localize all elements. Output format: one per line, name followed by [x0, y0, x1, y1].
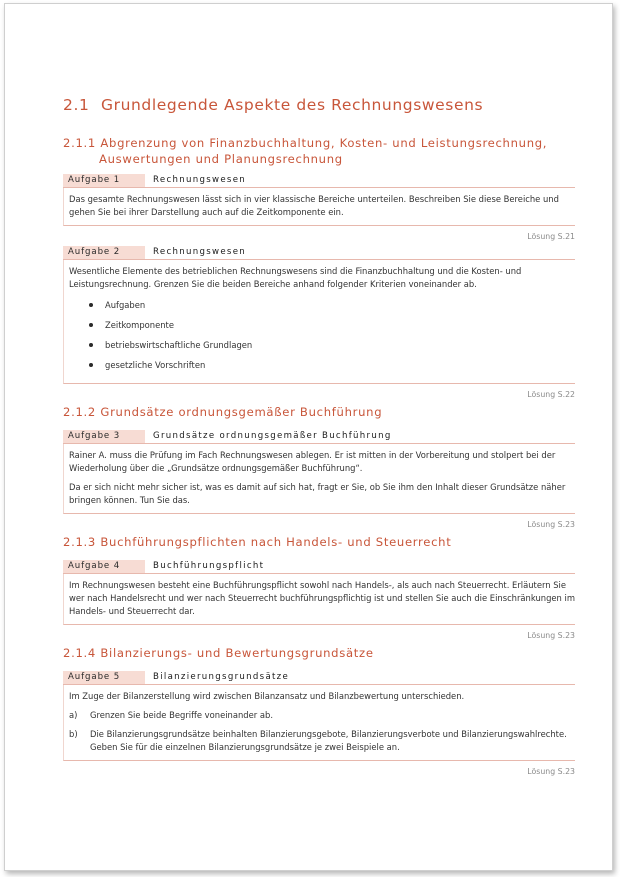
- list-item: gesetzliche Vorschriften: [89, 357, 575, 377]
- task-text: Wesentliche Elemente des betrieblichen Rechnungswesens sind die Finanzbuchhaltung und die Kosten- und Leistungsrechnung. Grenzen Sie die beiden Bereiche anhand folgender Kriterien voneinander ab.: [69, 266, 522, 289]
- task-text: Das gesamte Rechnungswesen lässt sich in vier klassische Bereiche unterteilen. Beschreiben Sie diese Bereiche und gehen Sie bei ihrer Darstellung auch auf die Zeitkomponente ein.: [69, 194, 559, 217]
- section-title: Abgrenzung von Finanzbuchhaltung, Kosten- und Leistungsrechnung,: [100, 136, 548, 150]
- task-header: [63, 246, 575, 260]
- section-number: 2.1.3: [63, 535, 96, 549]
- task-body: [63, 685, 575, 761]
- chapter-number: 2.1: [63, 96, 90, 114]
- task-text: Im Zuge der Bilanzerstellung wird zwischen Bilanzansatz und Bilanzbewertung unterschieden.: [69, 691, 465, 701]
- task-body: [63, 574, 575, 625]
- task-title: Buchführungspflicht: [153, 561, 265, 571]
- subtask-marker: a): [69, 710, 78, 720]
- subtask-item: [69, 709, 575, 722]
- criteria-list: [69, 297, 575, 377]
- task-header: [63, 430, 575, 444]
- section-number: 2.1.2: [63, 405, 96, 419]
- document-page: [4, 3, 613, 871]
- subtask-item: [69, 728, 575, 754]
- task-5: [63, 671, 575, 777]
- task-tag: Aufgabe 2: [63, 246, 145, 259]
- section-heading-2-1-1: [63, 135, 575, 167]
- solution-reference: Lösung S.23: [527, 767, 575, 776]
- task-1: [63, 174, 575, 242]
- page-content: [63, 96, 575, 781]
- chapter-heading: [63, 96, 575, 114]
- list-item: Aufgaben: [89, 297, 575, 317]
- task-2: [63, 246, 575, 400]
- section-heading-2-1-2: [63, 404, 575, 420]
- task-title: Bilanzierungsgrundsätze: [153, 672, 290, 682]
- task-header: [63, 671, 575, 685]
- list-item: Zeitkomponente: [89, 317, 575, 337]
- section-heading-2-1-3: [63, 534, 575, 550]
- chapter-title: Grundlegende Aspekte des Rechnungswesens: [100, 96, 484, 114]
- task-3: [63, 430, 575, 530]
- task-tag: Aufgabe 5: [63, 671, 145, 684]
- section-number: 2.1.1: [63, 136, 96, 150]
- section-heading-2-1-4: [63, 645, 575, 661]
- section-title: Buchführungspflichten nach Handels- und Steuerrecht: [100, 535, 452, 549]
- solution-reference: Lösung S.22: [527, 390, 575, 399]
- solution-reference: Lösung S.23: [527, 520, 575, 529]
- task-tag: Aufgabe 3: [63, 430, 145, 443]
- section-number: 2.1.4: [63, 646, 96, 660]
- solution-reference: Lösung S.23: [527, 631, 575, 640]
- task-tag: Aufgabe 1: [63, 174, 145, 187]
- task-tag: Aufgabe 4: [63, 560, 145, 573]
- solution-reference: Lösung S.21: [527, 232, 575, 241]
- list-item: betriebswirtschaftliche Grundlagen: [89, 337, 575, 357]
- task-header: [63, 560, 575, 574]
- task-4: [63, 560, 575, 641]
- task-text: Im Rechnungswesen besteht eine Buchführungspflicht sowohl nach Handels-, als auch nach Steuerrecht. Erläutern Sie wer nach Handelsrecht und wer nach Steuerrecht buchführungspflichtig ist und stellen Sie auch die Einschränkungen im Handels- und Steuerrecht dar.: [69, 580, 575, 616]
- task-text: Da er sich nicht mehr sicher ist, was es damit auf sich hat, fragt er Sie, ob Sie ihm den Inhalt dieser Grundsätze näher bringen können. Tun Sie das.: [69, 482, 566, 505]
- subtask-marker: b): [69, 729, 78, 739]
- subtask-text: Grenzen Sie beide Begriffe voneinander ab.: [90, 710, 273, 720]
- section-title-continued: Auswertungen und Planungsrechnung: [99, 152, 343, 166]
- task-body: [63, 260, 575, 384]
- subtask-text: Die Bilanzierungsgrundsätze beinhalten Bilanzierungsgebote, Bilanzierungsverbote und Bilanzierungswahlrechte. Geben Sie für die einzelnen Bilanzierungsgrundsätze je zwei Beispiele an.: [90, 729, 567, 752]
- subtask-list: [69, 709, 575, 754]
- section-title: Bilanzierungs- und Bewertungsgrundsätze: [100, 646, 374, 660]
- task-title: Rechnungswesen: [153, 175, 247, 185]
- task-body: [63, 188, 575, 226]
- task-text: Rainer A. muss die Prüfung im Fach Rechnungswesen ablegen. Er ist mitten in der Vorbereitung und stolpert bei der Wiederholung über die „Grundsätze ordnungsgemäßer Buchführung“.: [69, 450, 556, 473]
- section-title: Grundsätze ordnungsgemäßer Buchführung: [100, 405, 383, 419]
- task-title: Rechnungswesen: [153, 247, 247, 257]
- task-title: Grundsätze ordnungsgemäßer Buchführung: [153, 431, 392, 441]
- task-header: [63, 174, 575, 188]
- task-body: [63, 444, 575, 514]
